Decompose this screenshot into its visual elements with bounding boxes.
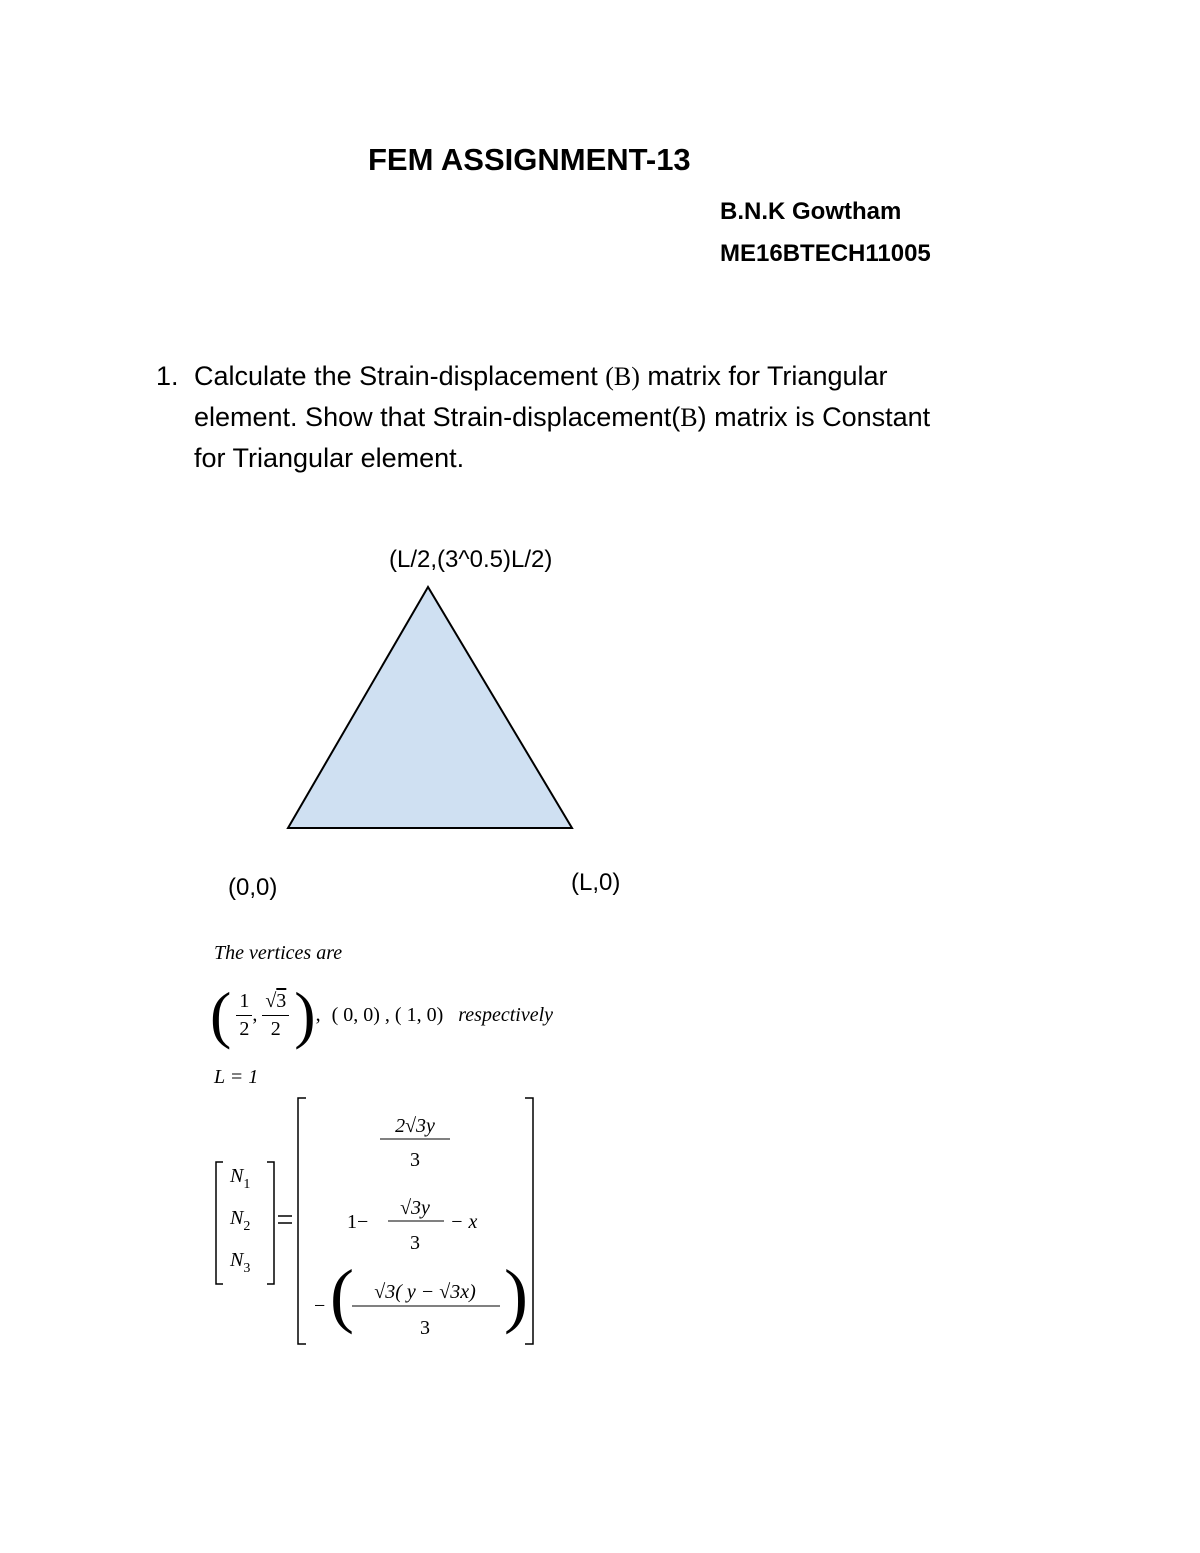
n2-symbol: $N_2$ <box>230 1207 251 1234</box>
row1-denominator: 3 <box>410 1149 420 1171</box>
row3-numerator: √3( y − √3x) <box>374 1281 476 1303</box>
n1-symbol: $N_1$ <box>230 1165 251 1192</box>
vertex-list: ( $\frac{1}{2}$ , $\frac{√3}{2}$ ), ( 0, 0) , ( 1, 0) respectively <box>210 979 554 1050</box>
row3-denominator: 3 <box>420 1317 430 1339</box>
question-number: 1. <box>156 361 179 391</box>
shape-function-matrix <box>212 1094 547 1350</box>
b-matrix-symbol: (B) <box>605 362 640 391</box>
question-line3: for Triangular element. <box>194 443 465 473</box>
author-name: B.N.K Gowtham <box>720 198 902 225</box>
respectively-text: respectively <box>458 1003 554 1026</box>
b-matrix-symbol-2: B <box>680 403 698 432</box>
question-line2-pre: element. Show that Strain-displacement( <box>194 402 681 432</box>
n-vector-left-bracket <box>216 1162 223 1284</box>
roll-number: ME16BTECH11005 <box>720 240 931 267</box>
length-equation: L = 1 <box>214 1066 259 1088</box>
result-left-bracket <box>298 1098 306 1344</box>
right-vertex-label: (L,0) <box>571 869 621 896</box>
frac-one-half: $\frac{1}{2}$ <box>236 990 252 1041</box>
triangle-element <box>288 587 572 828</box>
vertices-intro: The vertices are <box>214 942 343 964</box>
question-line1-pre: Calculate the Strain-displacement <box>194 361 598 391</box>
left-paren: ( <box>210 979 232 1050</box>
frac-root3-half: $\frac{√3}{2}$ <box>262 990 289 1041</box>
row3-left-paren: ( <box>330 1255 354 1335</box>
n3-symbol: $N_3$ <box>230 1249 251 1276</box>
other-vertices: ( 0, 0) , ( 1, 0) <box>331 1003 444 1026</box>
row2-numerator: √3y <box>400 1197 430 1219</box>
apex-vertex-label: (L/2,(3^0.5)L/2) <box>389 546 553 573</box>
row3-right-paren: ) <box>504 1255 528 1335</box>
row2-prefix: 1− <box>347 1211 369 1233</box>
question-text <box>194 356 1074 478</box>
origin-vertex-label: (0,0) <box>228 874 278 901</box>
row2-denominator: 3 <box>410 1232 420 1254</box>
question-line2-post: ) matrix is Constant <box>697 402 931 432</box>
row2-suffix: − x <box>450 1211 478 1233</box>
n-vector-right-bracket <box>267 1162 274 1284</box>
right-paren: ) <box>294 979 316 1050</box>
question-line1-post: matrix for Triangular <box>647 361 888 391</box>
row1-numerator: 2√3y <box>395 1115 435 1137</box>
document-title: FEM ASSIGNMENT-13 <box>368 142 691 177</box>
triangle-element-figure <box>280 580 580 836</box>
row3-prefix: − <box>314 1295 326 1317</box>
